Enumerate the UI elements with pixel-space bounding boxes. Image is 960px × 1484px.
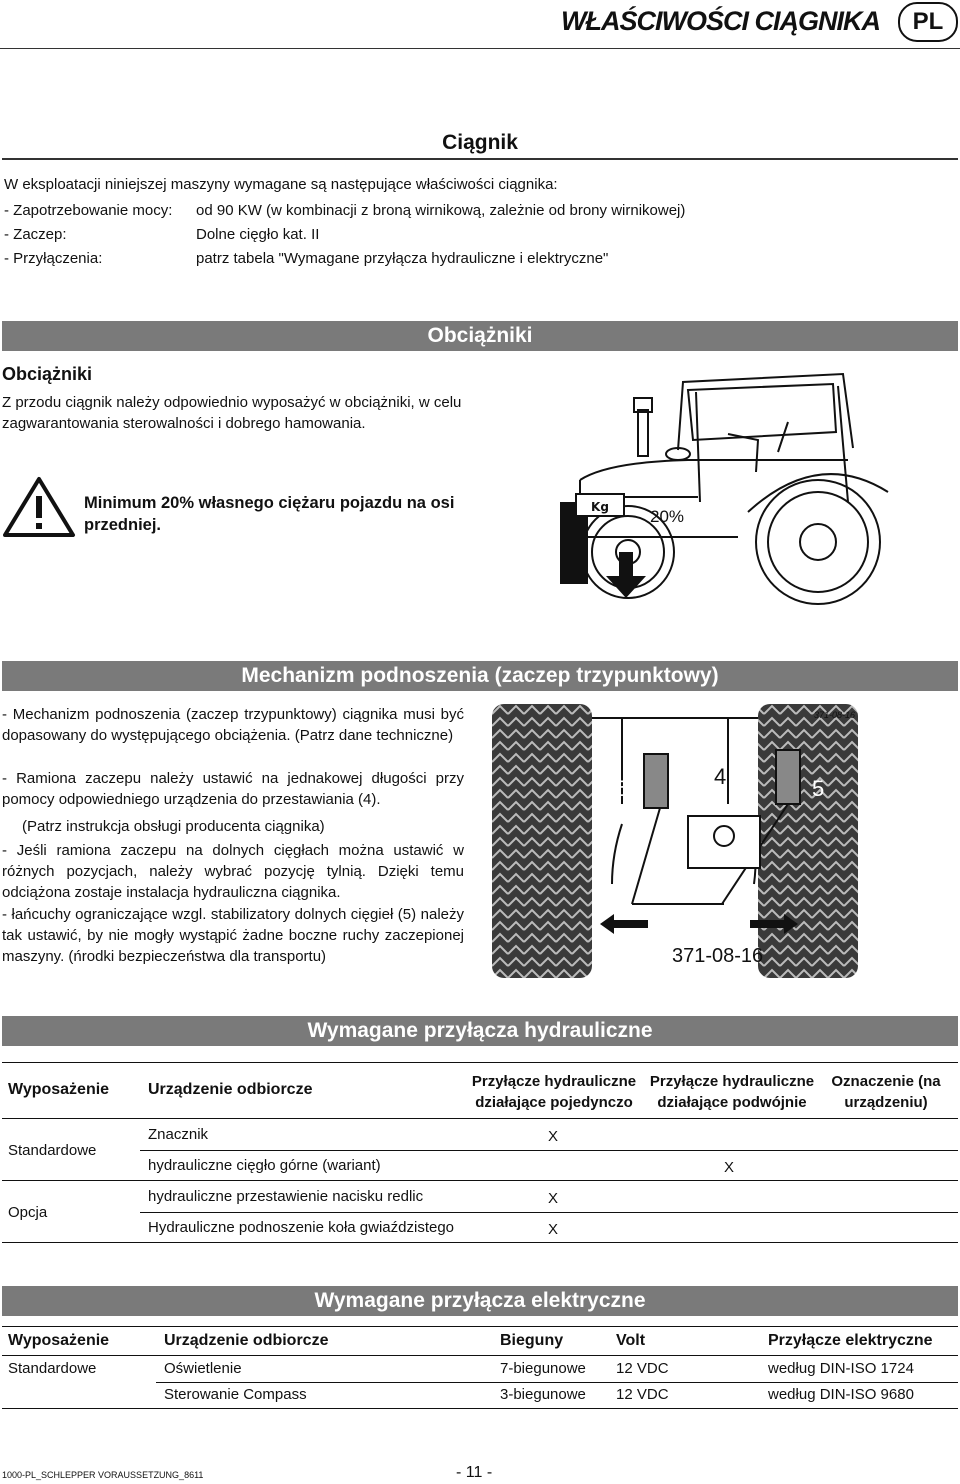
section-tractor-title: [2, 128, 958, 158]
hitch-item-1: - Mechanizm podnoszenia (zaczep trzypunktowy) ciągnika musi być dopasowany do występującego obciążenia. (Patrz dane techniczne): [2, 706, 464, 744]
hyd-group-option: Opcja: [8, 1204, 48, 1221]
hydraulic-rule-header: [2, 1118, 958, 1119]
hyd-row-single: X: [548, 1128, 559, 1145]
hitch-figure: [492, 704, 858, 978]
el-row-volt: 12 VDC: [616, 1360, 669, 1377]
section-hydraulic-bar: [2, 1016, 958, 1046]
hyd-row-single: X: [548, 1190, 559, 1207]
connections-value: patrz tabela "Wymagane przyłącza hydrauliczne i elektryczne": [196, 250, 609, 267]
kg-label: Kg: [591, 500, 609, 514]
electric-heading: Wymagane przyłącza elektryczne: [314, 1289, 646, 1312]
hyd-col-equip: Wyposażenie: [8, 1081, 110, 1098]
power-value: od 90 KW (w kombinacji z broną wirnikową, zależnie od brony wirnikowej): [196, 202, 686, 219]
hyd-row-divider: [140, 1150, 958, 1151]
figure-code-large: 371-08-16: [672, 945, 764, 967]
percent-label: 20%: [650, 507, 685, 526]
hyd-col-double: Przyłącze hydrauliczne działające podwójnie: [649, 1073, 815, 1111]
el-col-equip: Wyposażenie: [8, 1332, 110, 1349]
el-col-conn: Przyłącze elektryczne: [768, 1332, 933, 1349]
hitch-heading: Mechanizm podnoszenia (zaczep trzypunktowy): [241, 664, 719, 687]
el-col-volt: Volt: [616, 1332, 646, 1349]
tractor-heading: Ciągnik: [442, 131, 518, 154]
weights-subheading: Obciążniki: [2, 364, 93, 384]
hyd-row-device: Hydrauliczne podnoszenie koła gwiaździstego: [148, 1219, 455, 1236]
header-rule: [0, 48, 960, 49]
el-row-device: Oświetlenie: [164, 1360, 242, 1377]
hyd-row-device: Znacznik: [148, 1126, 209, 1143]
section-hitch-bar: [2, 661, 958, 691]
page-title: WŁAŚCIWOŚCI CIĄGNIKA: [561, 6, 880, 36]
hyd-col-mark: Oznaczenie (na urządzeniu): [831, 1073, 941, 1111]
weights-heading: Obciążniki: [427, 324, 533, 347]
section-electric-bar: [2, 1286, 958, 1316]
hydraulic-heading: Wymagane przyłącza hydrauliczne: [307, 1019, 653, 1042]
hydraulic-rule-top: [2, 1062, 958, 1063]
hyd-group-divider: [2, 1180, 958, 1181]
el-col-device: Urządzenie odbiorcze: [164, 1332, 329, 1349]
power-label: - Zapotrzebowanie mocy:: [4, 202, 173, 219]
language-badge: PL: [898, 2, 958, 42]
hyd-row-device: hydrauliczne przestawienie nacisku redlic: [148, 1188, 424, 1205]
hitch-item-3: (Patrz instrukcja obsługi producenta ciągnika): [22, 818, 325, 835]
el-row-equip: Standardowe: [8, 1360, 97, 1377]
label-5-left: 5: [616, 776, 629, 801]
weights-text: Z przodu ciągnik należy odpowiednio wyposażyć w obciążniki, w celu zagwarantowania sterowalności i dobrego hamowania.: [2, 394, 462, 432]
section-weights-bar: [2, 321, 958, 351]
hitch-item-2: - Ramiona zaczepu należy ustawić na jednakowej długości przy pomocy odpowiedniego urządzenia do przestawiania (4).: [2, 770, 464, 808]
el-row-conn: według DIN-ISO 1724: [768, 1360, 914, 1377]
hyd-row-device: hydrauliczne cięgło górne (wariant): [148, 1157, 381, 1174]
footer-doc-code: 1000-PL_SCHLEPPER VORAUSSETZUNG_8611: [2, 1470, 204, 1480]
hyd-col-single: Przyłącze hydrauliczne działające pojedynczo: [471, 1073, 637, 1111]
electric-rule-bottom: [2, 1408, 958, 1409]
connections-label: - Przyłączenia:: [4, 250, 103, 267]
electric-rule-header: [2, 1355, 958, 1356]
electric-row-divider: [156, 1382, 958, 1383]
hitch-item-4: - Jeśli ramiona zaczepu na dolnych cięgłach można ustawić w różnych pozycjach, należy wybrać pozycję tylnią. Dzięki temu odciążona zostaje instalacja hydrauliczna ciągnika.: [2, 842, 464, 901]
hitch-label: - Zaczep:: [4, 226, 67, 243]
figure-code-small: 371-08-16: [814, 710, 856, 720]
hyd-row-single: X: [548, 1221, 559, 1238]
hydraulic-rule-bottom: [2, 1242, 958, 1243]
hyd-col-device: Urządzenie odbiorcze: [148, 1081, 313, 1098]
hitch-value: Dolne cięgło kat. II: [196, 226, 320, 243]
label-5-right: 5: [812, 776, 825, 801]
hitch-item-5: - łańcuchy ograniczające wzgl. stabilizatory dolnych cięgieł (5) należy tak ustawić, by nie mogły wystąpić żadne boczne ruchy zaczepionej maszyny. (ńrodki bezpieczeństwa dla transportu): [2, 906, 464, 965]
warning-icon: [2, 476, 76, 538]
label-4: 4: [714, 764, 727, 789]
tractor-rule: [2, 158, 958, 160]
hyd-row-double: X: [724, 1159, 735, 1176]
el-row-conn: według DIN-ISO 9680: [768, 1386, 914, 1403]
el-col-poles: Bieguny: [500, 1332, 564, 1349]
electric-rule-top: [2, 1326, 958, 1327]
warning-text: Minimum 20% własnego ciężaru pojazdu na osi przedniej.: [84, 494, 455, 534]
tractor-figure: [488, 362, 958, 608]
hyd-row-divider: [140, 1212, 958, 1213]
tractor-intro: W eksploatacji niniejszej maszyny wymagane są następujące właściwości ciągnika:: [4, 176, 558, 193]
el-row-device: Sterowanie Compass: [164, 1386, 307, 1403]
el-row-volt: 12 VDC: [616, 1386, 669, 1403]
el-row-poles: 7-biegunowe: [500, 1360, 586, 1377]
hyd-group-standard: Standardowe: [8, 1142, 97, 1159]
el-row-poles: 3-biegunowe: [500, 1386, 586, 1403]
footer-page-number: - 11 -: [456, 1464, 493, 1481]
